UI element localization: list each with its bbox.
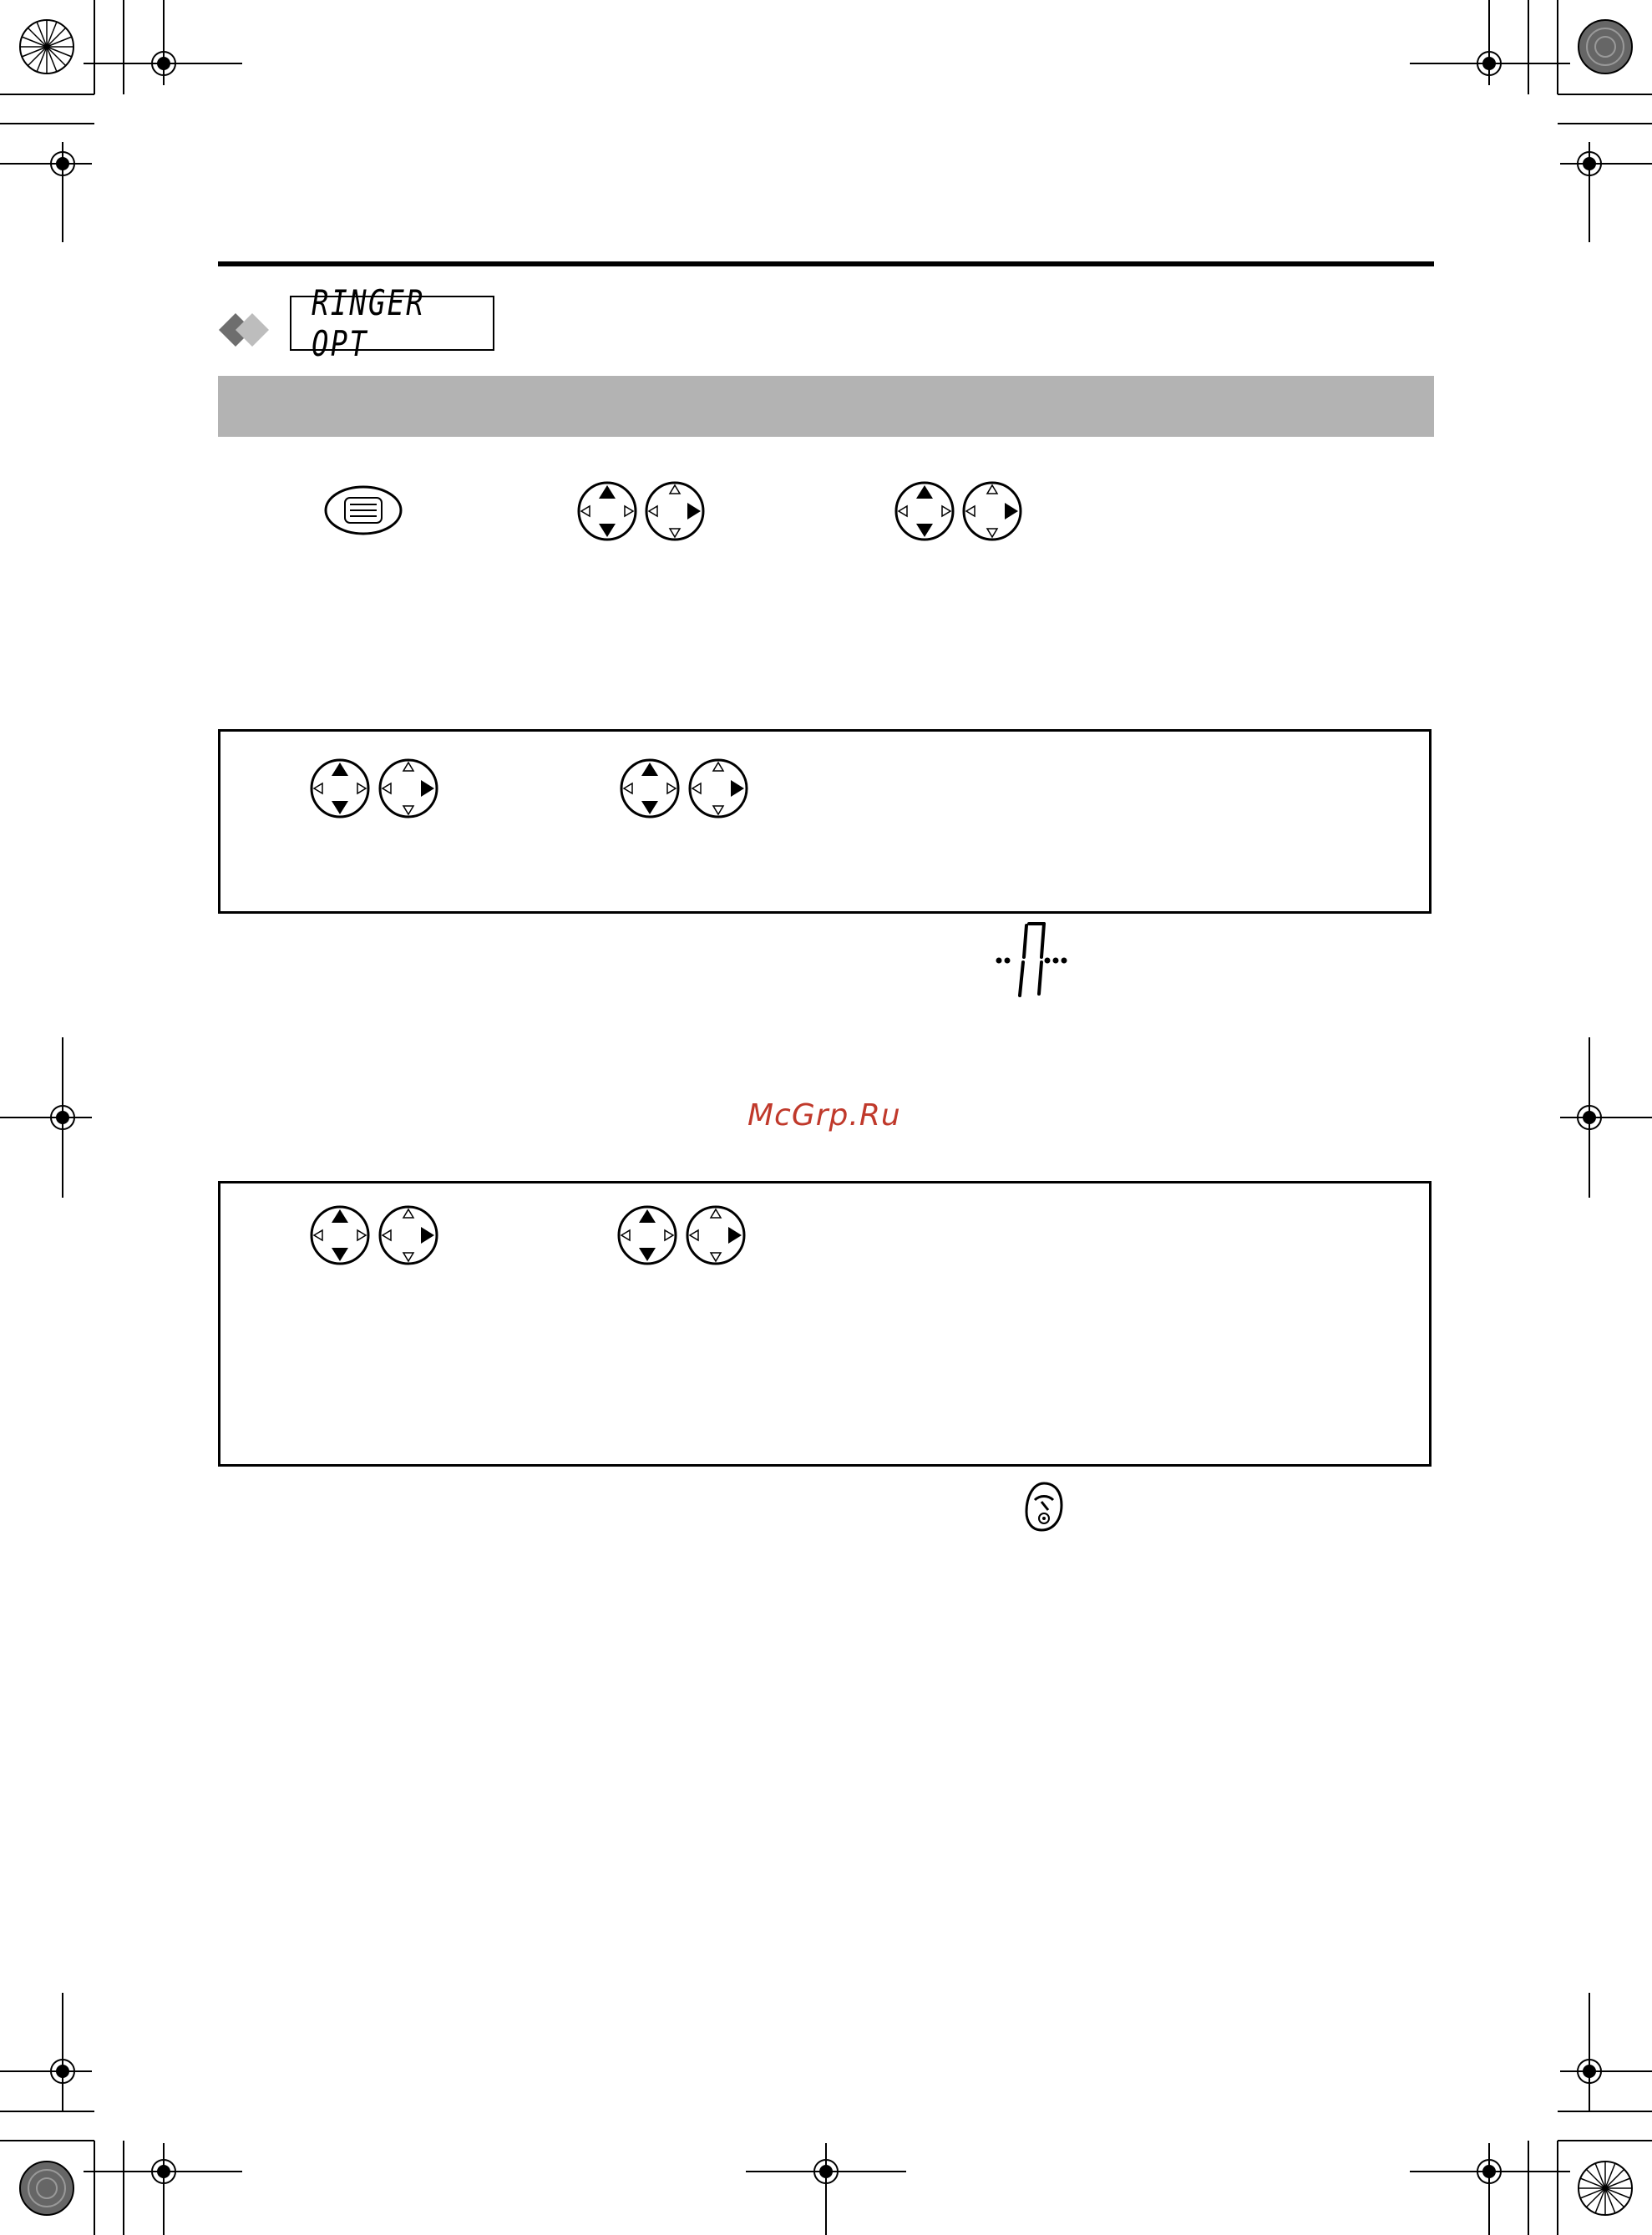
heading-band [218,376,1434,437]
navigator-right-icon [961,480,1023,542]
navigator-right-icon [378,1204,439,1266]
navigator-up-down-icon [309,758,371,819]
registration-crosshair-icon [0,1993,92,2111]
lcd-section-title [290,282,494,364]
segment-digit-value [994,919,995,920]
off-hook-button-icon [1023,1480,1065,1533]
registration-crosshair-icon [0,1037,92,1198]
registration-crosshair-icon [84,2143,242,2235]
navigator-up-down-icon [576,480,638,542]
sunburst-target-icon [20,2162,73,2215]
registration-crosshair-icon [1560,142,1652,242]
navigator-up-down-icon [616,1204,678,1266]
menu-button-icon [323,484,403,536]
segment-digit-display [994,919,1069,999]
registration-crosshair-icon [1560,1037,1652,1198]
registration-crosshair-icon [1410,0,1570,85]
registration-crosshair-icon [1410,2143,1570,2235]
registration-crosshair-icon [0,142,92,242]
navigator-right-icon [685,1204,747,1266]
registration-crosshair-icon [746,2143,906,2235]
lcd-title-text: RINGER OPT [312,282,425,364]
sunburst-target-icon [1579,20,1632,73]
header-rule [218,261,1434,266]
navigator-right-icon [378,758,439,819]
registration-crosshair-icon [1560,1993,1652,2111]
watermark-text: McGrp.Ru [747,1098,901,1133]
sunburst-target-icon [20,20,73,73]
navigator-right-icon [644,480,706,542]
registration-crosshair-icon [84,0,242,85]
navigator-right-icon [687,758,749,819]
segment-digit-icon [994,919,1069,999]
sunburst-target-icon [1579,2162,1632,2215]
navigator-up-down-icon [894,480,955,542]
diamond-bullets-icon [219,312,286,353]
navigator-up-down-icon [309,1204,371,1266]
navigator-up-down-icon [619,758,681,819]
